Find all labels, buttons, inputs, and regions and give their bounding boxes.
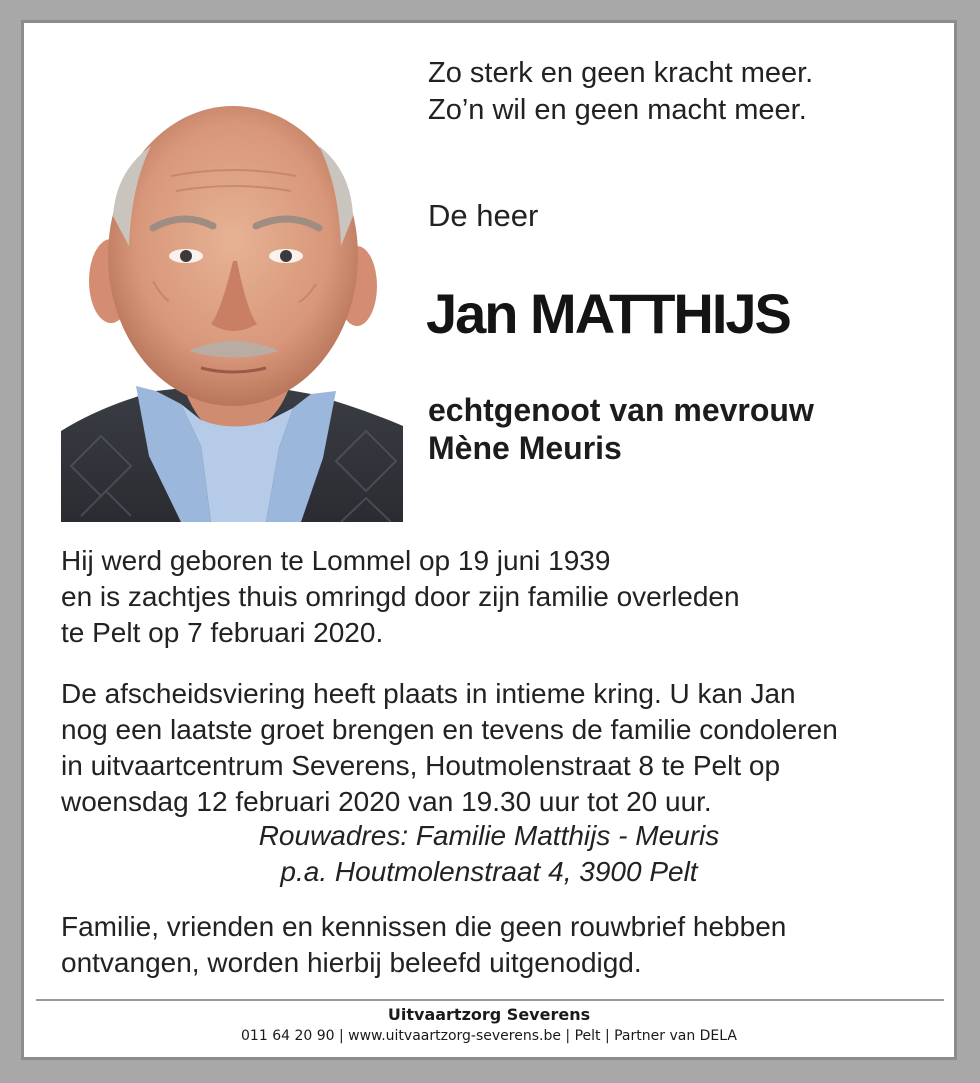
text-line: ontvangen, worden hierbij beleefd uitgenodigd. [61, 947, 642, 978]
funeral-company-name: Uitvaartzorg Severens [387, 1005, 591, 1024]
poem [428, 55, 813, 129]
poem-line: Zo sterk en geen kracht meer. [428, 57, 814, 89]
text-line: Hij werd geboren te Lommel op 19 juni 1939 [61, 545, 611, 576]
poem-line: Zo’n wil en geen macht meer. [428, 94, 807, 126]
text-line: woensdag 12 februari 2020 van 19.30 uur tot 20 uur. [61, 786, 712, 817]
mourning-address [24, 818, 954, 890]
text-line: te Pelt op 7 februari 2020. [61, 617, 384, 648]
ceremony-paragraph [61, 676, 838, 820]
portrait-photo [61, 86, 403, 522]
text-line: in uitvaartcentrum Severens, Houtmolenstraat 8 te Pelt op [61, 750, 781, 781]
deceased-name: Jan MATTHIJS [426, 282, 790, 345]
funeral-company-contact: 011 64 20 90 | www.uitvaartzorg-severens.be | Pelt | Partner van DELA [241, 1028, 737, 1044]
birth-death-paragraph [61, 543, 740, 651]
spouse-info [428, 391, 814, 467]
death-notice-card [21, 20, 957, 1060]
address-line: p.a. Houtmolenstraat 4, 3900 Pelt [280, 856, 698, 887]
footer-divider [36, 999, 944, 1001]
text-line: en is zachtjes thuis omringd door zijn familie overleden [61, 581, 740, 612]
invitation-paragraph [61, 909, 786, 981]
text-line: nog een laatste groet brengen en tevens de familie condoleren [61, 714, 838, 745]
spouse-line: echtgenoot van mevrouw [428, 392, 814, 428]
text-line: De afscheidsviering heeft plaats in intieme kring. U kan Jan [61, 678, 796, 709]
text-line: Familie, vrienden en kennissen die geen rouwbrief hebben [61, 911, 787, 942]
address-line: Rouwadres: Familie Matthijs - Meuris [258, 820, 720, 851]
spouse-line: Mène Meuris [428, 430, 622, 466]
salutation: De heer [428, 198, 539, 233]
